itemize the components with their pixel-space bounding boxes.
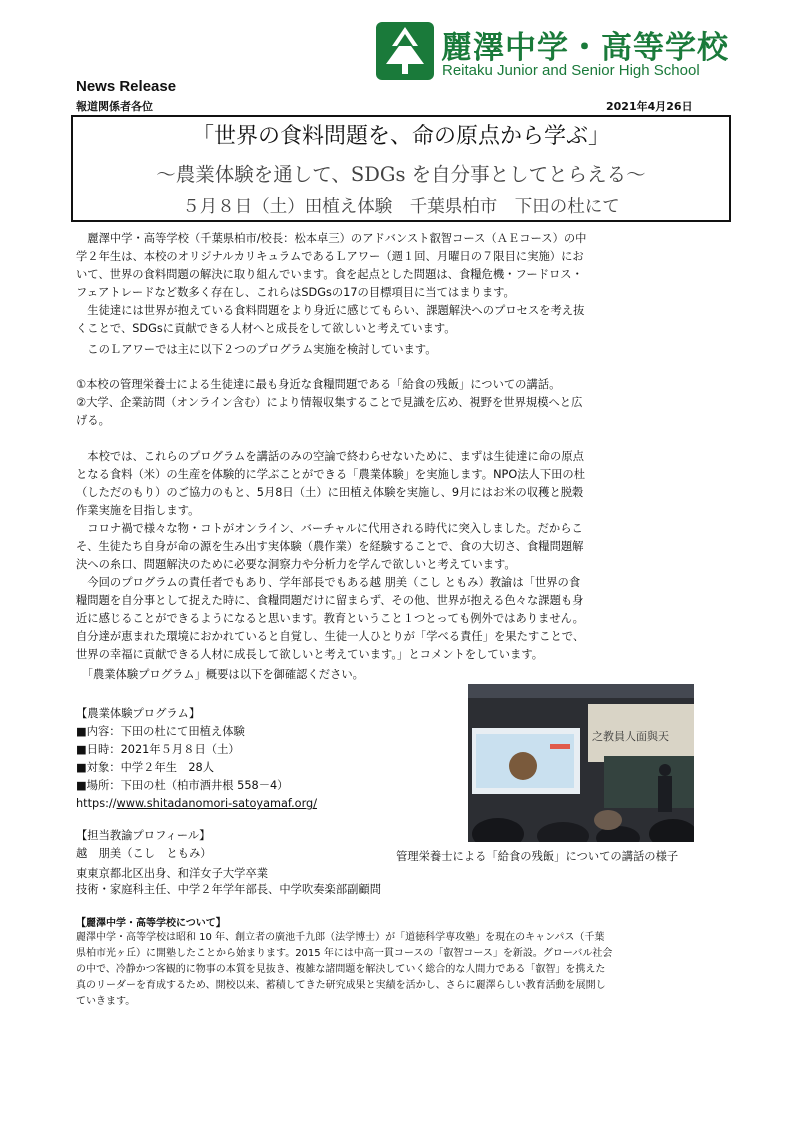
body-line: 「農業体験プログラム」概要は以下を御確認ください。 — [76, 668, 364, 681]
body-line: 糧問題を自分事として捉えた時に、食糧問題だけに留まらず、その他、世界が抱える色々な課題も身 — [76, 594, 584, 607]
program-item: げる。 — [76, 414, 110, 427]
body-line: 近に感じることができるようになると思います。教育ということ１つとっても例外ではありません。 — [76, 612, 584, 625]
about-line: 県柏市光ヶ丘）に開塾したことから始まります。2015 年には中高一貫コースの「叡智コース」を新設。グローバル社会 — [76, 948, 613, 959]
lecture-photo-drawing — [468, 684, 694, 842]
about-line: ていきます。 — [76, 996, 136, 1007]
news-release-label: News Release — [76, 78, 177, 95]
lecture-photo — [468, 684, 694, 842]
body-line: このＬアワーでは主に以下２つのプログラム実施を検討しています。 — [76, 343, 437, 356]
shitadanomori-link[interactable]: www.shitadanomori-satoyamaf.org/ — [116, 797, 318, 810]
body-line: 本校では、これらのプログラムを講話のみの空論で終わらせないために、まずは生徒達に命の原点 — [76, 450, 584, 463]
overview-item: ■対象：中学２年生 28人 — [76, 761, 215, 774]
program-item: ①本校の管理栄養士による生徒達に最も身近な食糧問題である「給食の残飯」についての講話。 — [76, 378, 561, 391]
teacher-heading: 【担当教諭プロフィール】 — [76, 829, 211, 842]
about-line: 真のリーダーを育成するため、開校以来、蓄積してきた研究成果と実績を活かし、さらに麗澤らしい教育活動を展開し — [76, 980, 606, 991]
body-line: 今回のプログラムの責任者でもあり、学年部長でもある越 朋美（こし ともみ）教諭は「世界の食 — [76, 576, 581, 589]
teacher-name: 越 朋美（こし ともみ） — [76, 847, 212, 860]
body-line: 麗澤中学・高等学校（千葉県柏市/校長：松本卓三）のアドバンスト叡智コース（ＡＥコース）の中 — [76, 232, 587, 245]
about-line: 麗澤中学・高等学校は昭和 10 年、創立者の廣池千九郎（法学博士）が「道徳科学専攻塾」を現在のキャンパス（千葉 — [76, 932, 605, 943]
body-line: （しただのもり）のご協力のもと、5月8日（土）に田植え体験を実施し、9月にはお米の収穫と脱穀 — [76, 486, 584, 499]
overview-heading: 【農業体験プログラム】 — [76, 707, 201, 720]
school-name-jp: 麗澤中学・高等学校 — [441, 30, 729, 66]
body-line: 作業実施を目指します。 — [76, 504, 200, 517]
program-item: ②大学、企業訪問（オンライン含む）により情報収集することで見識を広め、視野を世界規模へと広 — [76, 396, 583, 409]
body-line: 自分達が恵まれた環境におかれていると自覚し、生徒一人ひとりが「学べる責任」を果たすことで、 — [76, 630, 585, 643]
body-line: そ、生徒たち自身が命の源を生み出す実体験（農作業）を経験することで、食の大切さ、食糧問題解 — [76, 540, 584, 553]
page-subtitle: 〜農業体験を通して、SDGs を自分事としてとらえる〜 — [156, 163, 646, 186]
teacher-roles: 技術・家庭科主任、中学２年学年部長、中学吹奏楽部副顧問 — [76, 883, 382, 896]
body-line: くことで、SDGsに貢献できる人材へと成長をして欲しいと考えています。 — [76, 322, 456, 335]
body-line: 学２年生は、本校のオリジナルカリキュラムであるＬアワー（週１回、月曜日の７限目に実施）にお — [76, 250, 584, 263]
overview-item: ■内容：下田の杜にて田植え体験 — [76, 725, 245, 738]
body-line: いて、世界の食料問題の解決に取り組んでいます。食を起点とした問題は、食糧危機・フードロス・ — [76, 268, 583, 281]
body-line: となる食料（米）の生産を体験的に学ぶことができる「農業体験」を実施します。NPO法人下田の杜 — [76, 468, 586, 481]
event-summary: ５月８日（土）田植え体験 千葉県柏市 下田の杜にて — [182, 197, 620, 217]
photo-caption: 管理栄養士による「給食の残飯」についての講話の様子 — [396, 850, 679, 863]
body-line: コロナ禍で様々な物・コトがオンライン、バーチャルに代用される時代に突入しました。だからこ — [76, 522, 583, 535]
overview-item: ■日時：2021年５月８日（土） — [76, 743, 240, 756]
release-date: 2021年4月26日 — [606, 100, 693, 113]
about-line: の中で、冷静かつ客観的に物事の本質を見抜き、複雑な諸問題を解決していく総合的な人間力である「叡智」を携えた — [76, 964, 606, 975]
page-title: 「世界の食料問題を、命の原点から学ぶ」 — [191, 124, 610, 149]
body-line: 世界の幸福に貢献できる人材に成長して欲しいと考えています。」とコメントをしています。 — [76, 648, 544, 661]
overview-item: ■場所：下田の杜（柏市酒井根 558－4） — [76, 779, 289, 792]
body-line: フェアトレードなど数多く存在し、これらはSDGsの17の目標項目に当てはまります。 — [76, 286, 515, 299]
body-line: 決への糸口、問題解決のために必要な洞察力や分析力を学んで欲しいと考えています。 — [76, 558, 516, 571]
url-prefix: https:// — [76, 797, 117, 810]
body-line: 生徒達には世界が抱えている食料問題をより身近に感じてもらい、課題解決へのプロセスを考え抜 — [76, 304, 585, 317]
school-logo-icon — [376, 22, 434, 80]
school-name-en: Reitaku Junior and Senior High School — [442, 62, 700, 79]
overview-url — [76, 797, 317, 811]
recipients-label: 報道関係者各位 — [76, 100, 153, 113]
blackboard-banner-text: 之教員人面與天 — [592, 730, 669, 743]
teacher-origin: 東東京都北区出身、和洋女子大学卒業 — [76, 867, 269, 880]
about-heading: 【麗澤中学・高等学校について】 — [76, 918, 226, 929]
